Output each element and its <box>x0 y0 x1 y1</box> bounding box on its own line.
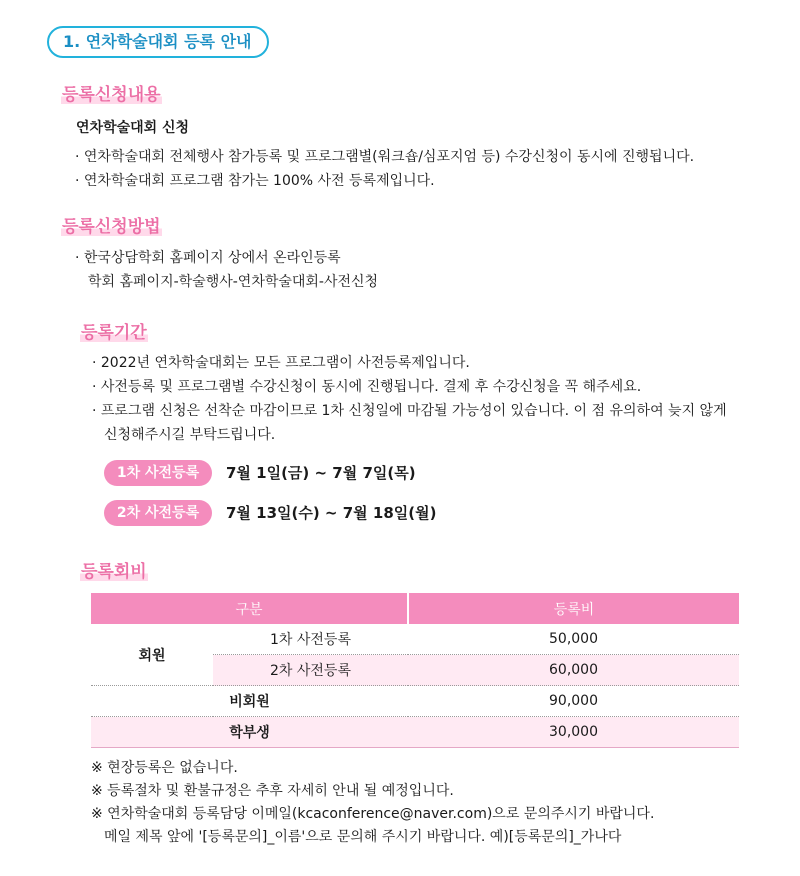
note-1: ※ 현장등록은 없습니다. <box>91 760 238 776</box>
member-round-1-label: 1차 사전등록 <box>213 624 408 655</box>
content-line-2: · 연차학술대회 프로그램 참가는 100% 사전 등록제입니다. <box>75 173 435 189</box>
round-2-dates: 7월 13일(수) ~ 7월 18일(월) <box>226 504 437 522</box>
content-line-1: · 연차학술대회 전체행사 참가등록 및 프로그램별(워크숍/심포지엄 등) 수강신청이 동시에 진행됩니다. <box>75 149 695 165</box>
period-line-2: · 사전등록 및 프로그램별 수강신청이 동시에 진행됩니다. 결제 후 수강신청을 꼭 해주세요. <box>92 379 642 395</box>
table-row <box>91 624 739 655</box>
period-line-4: 신청해주시길 부탁드립니다. <box>104 427 276 443</box>
student-fee: 30,000 <box>408 717 739 748</box>
fee-col-category: 구분 <box>91 593 408 624</box>
section-title: 1. 연차학술대회 등록 안내 <box>47 26 269 58</box>
member-round-2-fee: 60,000 <box>408 655 739 686</box>
fee-table <box>91 593 739 748</box>
member-round-1-fee: 50,000 <box>408 624 739 655</box>
fee-col-fee: 등록비 <box>408 593 739 624</box>
round-2-badge: 2차 사전등록 <box>104 500 212 526</box>
nonmember-label: 비회원 <box>91 686 408 717</box>
member-label: 회원 <box>91 624 213 686</box>
method-line-2: 학회 홈페이지-학술행사-연차학술대회-사전신청 <box>88 274 379 290</box>
note-4: 메일 제목 앞에 '[등록문의]_이름'으로 문의해 주시기 바랍니다. 예)[등록문의]_가나다 <box>104 829 622 845</box>
nonmember-fee: 90,000 <box>408 686 739 717</box>
content-heading: 등록신청내용 <box>62 85 161 105</box>
student-label: 학부생 <box>91 717 408 748</box>
fee-table-header <box>91 593 739 624</box>
fee-heading: 등록회비 <box>81 562 147 582</box>
member-round-2-label: 2차 사전등록 <box>213 655 408 686</box>
period-line-3: · 프로그램 신청은 선착순 마감이므로 1차 신청일에 마감될 가능성이 있습니다. 이 점 유의하여 늦지 않게 <box>92 403 727 419</box>
table-row <box>91 717 739 748</box>
method-heading: 등록신청방법 <box>62 217 161 237</box>
note-3: ※ 연차학술대회 등록담당 이메일(kcaconference@naver.com)으로 문의주시기 바랍니다. <box>91 806 655 822</box>
period-line-1: · 2022년 연차학술대회는 모든 프로그램이 사전등록제입니다. <box>92 355 470 371</box>
round-1-badge: 1차 사전등록 <box>104 460 212 486</box>
method-line-1: · 한국상담학회 홈페이지 상에서 온라인등록 <box>75 250 341 266</box>
content-subheading: 연차학술대회 신청 <box>76 120 190 136</box>
table-row <box>91 686 739 717</box>
period-heading: 등록기간 <box>81 323 147 343</box>
round-1-dates: 7월 1일(금) ~ 7월 7일(목) <box>226 464 416 482</box>
note-2: ※ 등록절차 및 환불규정은 추후 자세히 안내 될 예정입니다. <box>91 783 454 799</box>
